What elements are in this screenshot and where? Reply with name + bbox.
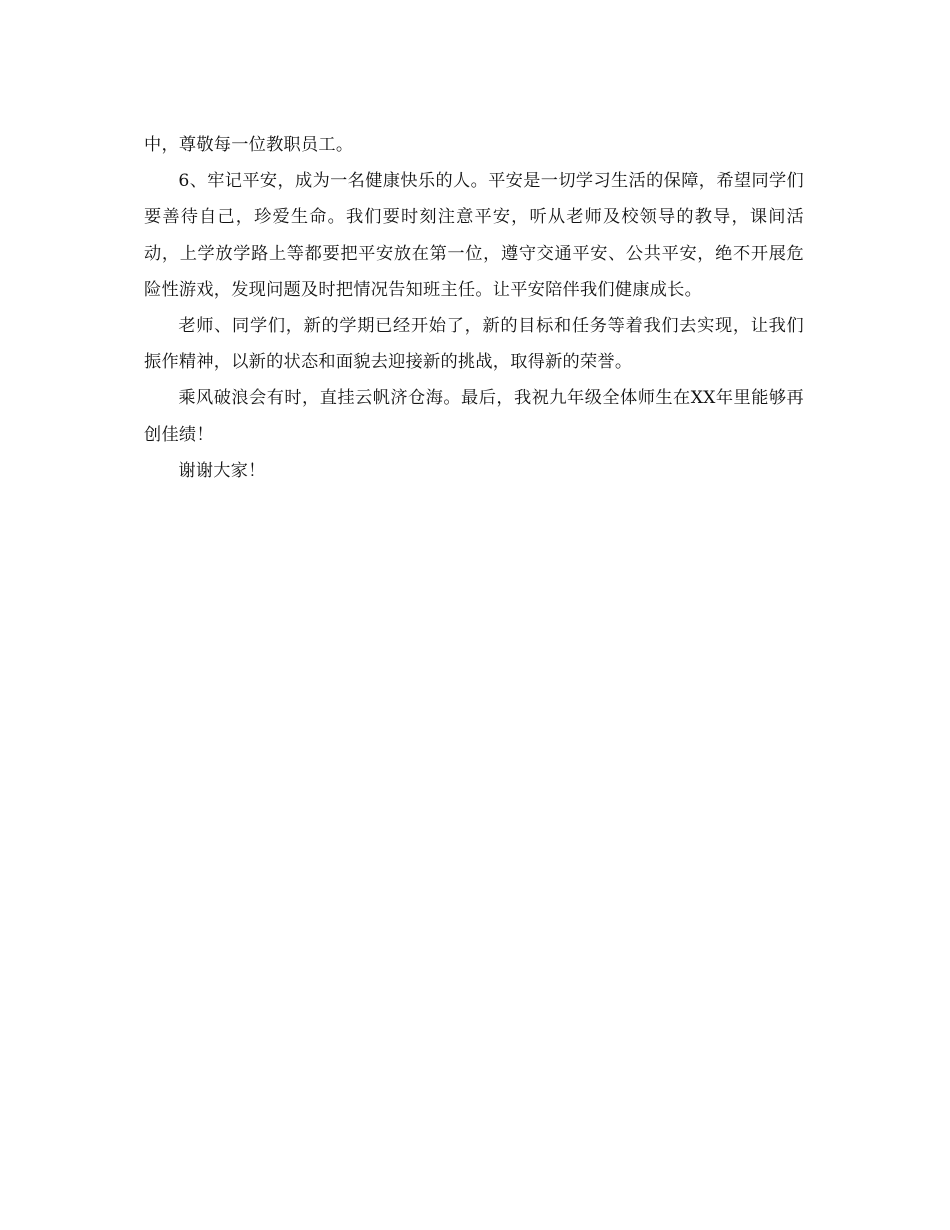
document-body bbox=[144, 127, 804, 489]
paragraph-safety: 6、牢记平安，成为一名健康快乐的人。平安是一切学习生活的保障，希望同学们要善待自己，珍爱生命。我们要时刻注意平安，听从老师及校领导的教导，课间活动，上学放学路上等都要把平安放在第一位，遵守交通平安、公共平安，绝不开展危险性游戏，发现问题及时把情况告知班主任。让平安陪伴我们健康成长。 bbox=[144, 171, 804, 300]
paragraph-continuation: 中，尊敬每一位教职员工。 bbox=[144, 135, 354, 155]
paragraph-thanks: 谢谢大家！ bbox=[178, 460, 266, 481]
paragraph-new-semester: 老师、同学们，新的学期已经开始了，新的目标和任务等着我们去实现，让我们振作精神，以新的状态和面貌去迎接新的挑战，取得新的荣誉。 bbox=[144, 316, 804, 373]
paragraph-closing-wish: 乘风破浪会有时，直挂云帆济仓海。最后，我祝九年级全体师生在XX年里能够再创佳绩！ bbox=[144, 388, 804, 445]
